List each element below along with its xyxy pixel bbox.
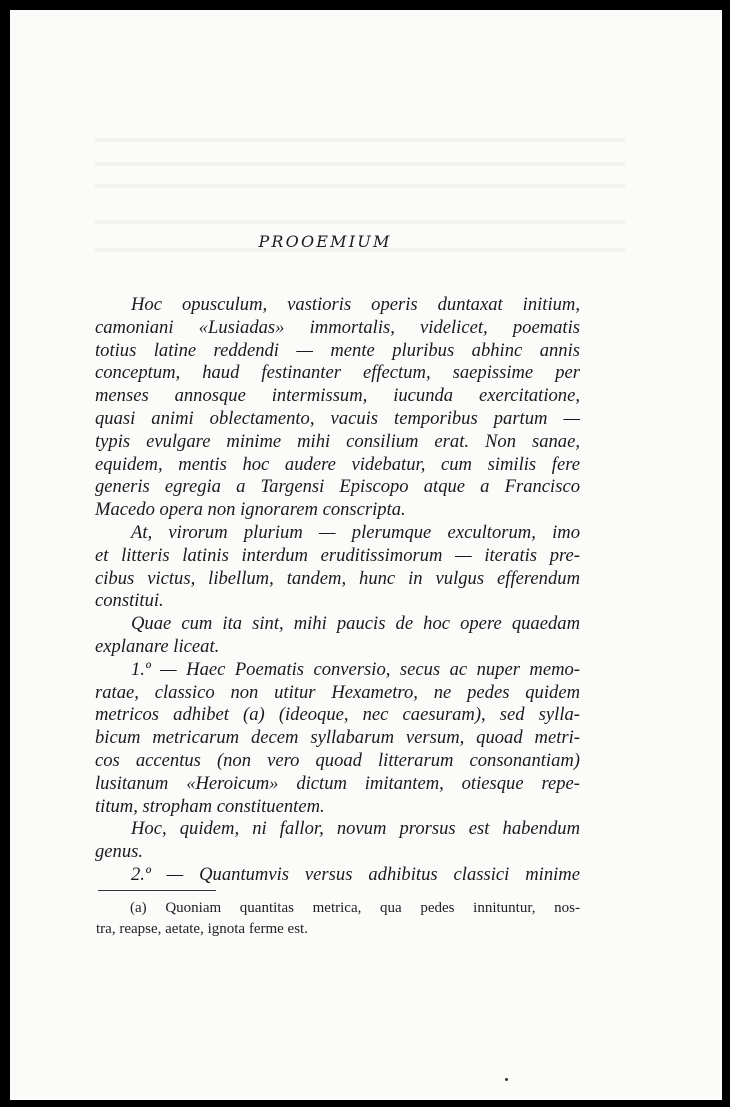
body-line: conceptum, haud festinanter effectum, saepissime per (95, 362, 580, 384)
show-through-line (95, 220, 625, 224)
body-line: cos accentus (non vero quoad litterarum consonantiam) (95, 749, 580, 771)
footnote-line: tra, reapse, aetate, ignota ferme est. (96, 921, 308, 937)
body-line: camoniani «Lusiadas» immortalis, videlicet, poematis (95, 316, 580, 338)
body-text (95, 294, 580, 887)
body-line: metricos adhibet (a) (ideoque, nec caesuram), sed sylla- (95, 704, 580, 726)
body-line: Macedo opera non ignorarem conscripta. (95, 499, 406, 521)
body-line: explanare liceat. (95, 635, 220, 657)
body-line: genus. (95, 841, 144, 863)
page-speck (505, 1078, 508, 1081)
body-line: typis evulgare minime mihi consilium erat. Non sanae, (95, 430, 580, 452)
footnote-line: (a) Quoniam quantitas metrica, qua pedes innituntur, nos- (130, 900, 580, 916)
body-line: constitui. (95, 590, 164, 612)
body-line: ratae, classico non utitur Hexametro, ne pedes quidem (95, 681, 580, 703)
body-line: titum, stropham constituentem. (95, 795, 325, 817)
footnote-rule (98, 890, 216, 891)
body-line: totius latine reddendi — mente pluribus abhinc annis (95, 339, 580, 361)
body-line: Hoc opusculum, vastioris operis duntaxat initium, (131, 294, 580, 315)
body-line: quasi animi oblectamento, vacuis temporibus partum — (95, 407, 580, 429)
body-line: Quae cum ita sint, mihi paucis de hoc opere quaedam (131, 613, 580, 635)
show-through-line (95, 162, 625, 166)
body-line: et litteris latinis interdum eruditissimorum — iteratis pre- (95, 544, 580, 566)
body-line: 1.º — Haec Poematis conversio, secus ac nuper memo- (131, 658, 580, 680)
show-through-line (95, 184, 625, 188)
body-line: generis egregia a Targensi Episcopo atque a Francisco (95, 476, 580, 498)
document-page (10, 10, 722, 1100)
page-title: PROOEMIUM (258, 232, 392, 251)
show-through-line (95, 138, 625, 142)
body-line: menses annosque intermissum, iucunda exercitatione, (95, 385, 580, 407)
body-line: lusitanum «Heroicum» dictum imitantem, otiesque repe- (95, 772, 580, 794)
body-line: 2.º — Quantumvis versus adhibitus classici minime (131, 863, 580, 885)
body-line: Hoc, quidem, ni fallor, novum prorsus est habendum (131, 818, 580, 840)
body-line: cibus victus, libellum, tandem, hunc in vulgus efferendum (95, 567, 580, 589)
body-line: bicum metricarum decem syllabarum versum, quoad metri- (95, 727, 580, 749)
body-line: equidem, mentis hoc audere videbatur, cum similis fere (95, 453, 580, 475)
body-line: At, virorum plurium — plerumque excultorum, imo (131, 521, 580, 543)
footnote (96, 898, 580, 940)
